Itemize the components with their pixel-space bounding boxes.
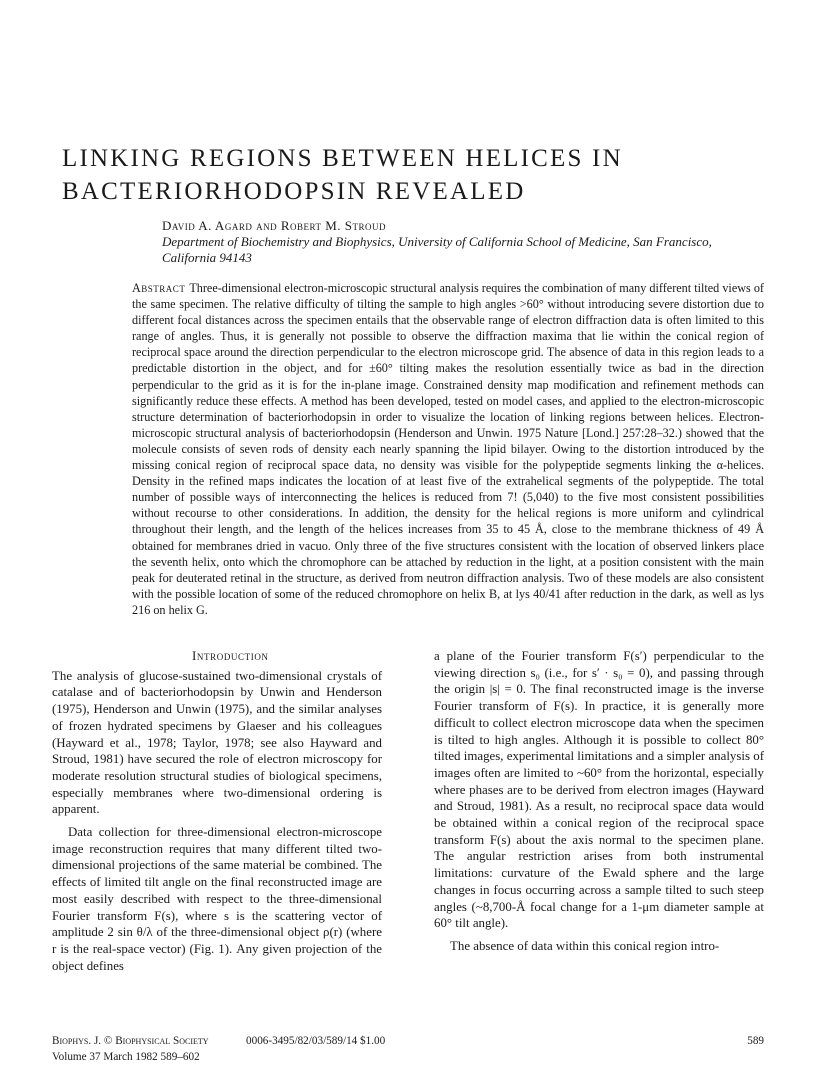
- authors: David A. Agard and Robert M. Stroud: [162, 218, 386, 233]
- intro-paragraph-3: a plane of the Fourier transform F(s′) perpendicular to the viewing direction s₀ (i.e., for s′ · s₀ = 0), and passing through the origin |s| = 0. The final reconstructed image is the inverse Fourier transform of F(s). In practice, it is generally more difficult to collect electron microscope data when the specimen is tilted to high angles. Although it is possible to collect 80° tilted images, experimental limitations and a simpler analysis of images often are limited to ~60° from the horizontal, especially where phases are to be derived from electron images (Hayward and Stroud, 1981). As a result, no reciprocal space data would be obtained within a conical region of the reciprocal space transform F(s) about the axis normal to the specimen plane. The angular restriction arises from both instrumental limitations: curvature of the Ewald sphere and the large changes in focus occurring across a sample tilted to such steep angles (~8,700-Å focal change for a 1-μm diameter sample at 60° tilt angle).: [434, 649, 764, 931]
- page-number: 589: [747, 1035, 764, 1047]
- right-column: [434, 648, 764, 955]
- abstract-label: Abstract: [132, 281, 186, 295]
- intro-paragraph-2: Data collection for three-dimensional electron-microscope image reconstruction requires that many different tilted two-dimensional projections of the same material be combined. The effects of limited tilt angle on the final reconstructed image are most easily described with respect to the three-dimensional Fourier transform F(s), where s is the scattering vector of amplitude 2 sin θ/λ of the three-dimensional object ρ(r) (where r is the real-space vector) (Fig. 1). Any given projection of the object defines: [52, 825, 382, 973]
- issn: 0006-3495/82/03/589/14 $1.00: [246, 1035, 386, 1047]
- abstract: [132, 280, 764, 618]
- page-footer: [52, 1035, 764, 1067]
- intro-paragraph-4: The absence of data within this conical region intro-: [450, 938, 720, 953]
- abstract-text: Three-dimensional electron-microscopic structural analysis requires the combination of many different tilted views of the same specimen. The relative difficulty of tilting the sample to high angles >60° without introducing severe distortion due to different focal distances across the specimen entails that the observable range of electron diffraction data is often limited to this range of angles. Thus, it is generally not possible to observe the diffraction maxima that lie within the conical region of reciprocal space around the direction perpendicular to the electron microscope grid. The absence of data in this region leads to a predictable distortion in the object, and for ±60° tilting makes the resolution essentially twice as bad in the direction perpendicular to the grid as it is for the in-plane image. Constrained density map modification and refinement methods can significantly reduce these effects. A method has been developed, tested on model cases, and applied to the electron-microscopic structure determination of bacteriorhodopsin in order to visualize the location of linking regions between helices. Electron-microscopic structural analysis of bacteriorhodopsin (Henderson and Unwin. 1975 Nature [Lond.] 257:28–32.) showed that the molecule consists of seven rods of density each nearly spanning the lipid bilayer. Owing to the distortion introduced by the missing conical region of reciprocal space data, no density was visible for the polypeptide segments linking the α-helices. Density in the refined maps indicates the location of at least five of the extrahelical segments of the polypeptide. The total number of possible ways of interconnecting the helices is reduced from 7! (5,040) to the five most consistent possibilities without recourse to other considerations. In addition, the density for the helical regions is more uniform and cylindrical throughout their length, and the length of the helices increases from 35 to 45 Å, close to the membrane thickness of 49 Å obtained for membranes dried in vacuo. Only three of the five structures consistent with the location of observed linkers place the seventh helix, onto which the chromophore can be attached by reduction in the light, at a position consistent with the main peak for deuterated retinal in the structure, as derived from neutron diffraction analysis. Two of these models are also consistent with the possible location of some of the reduced chromophore on helix B, at lys 40/41 after reduction in the dark, as well as lys 216 on helix G.: [132, 281, 764, 617]
- left-column: [52, 648, 382, 974]
- intro-paragraph-1: The analysis of glucose-sustained two-dimensional crystals of catalase and of bacteriorhodopsin by Unwin and Henderson (1975), Henderson and Unwin (1975), and the similar analyses of frozen hydrated specimens by Glaeser and his colleagues (Hayward et al., 1978; Taylor, 1978; see also Hayward and Stroud, 1981) have secured the role of electron microscopy for moderate resolution structural studies of biological specimens, especially membranes where two-dimensional ordering is apparent.: [52, 668, 382, 817]
- affiliation: Department of Biochemistry and Biophysics, University of California School of Medicine, San Francisco, California 94143: [162, 234, 712, 265]
- volume-info: Volume 37 March 1982 589–602: [52, 1051, 200, 1063]
- journal-citation: Biophys. J. © Biophysical Society: [52, 1035, 209, 1047]
- paper-title: LINKING REGIONS BETWEEN HELICES IN BACTERIORHODOPSIN REVEALED: [62, 145, 623, 205]
- section-heading: Introduction: [192, 648, 269, 663]
